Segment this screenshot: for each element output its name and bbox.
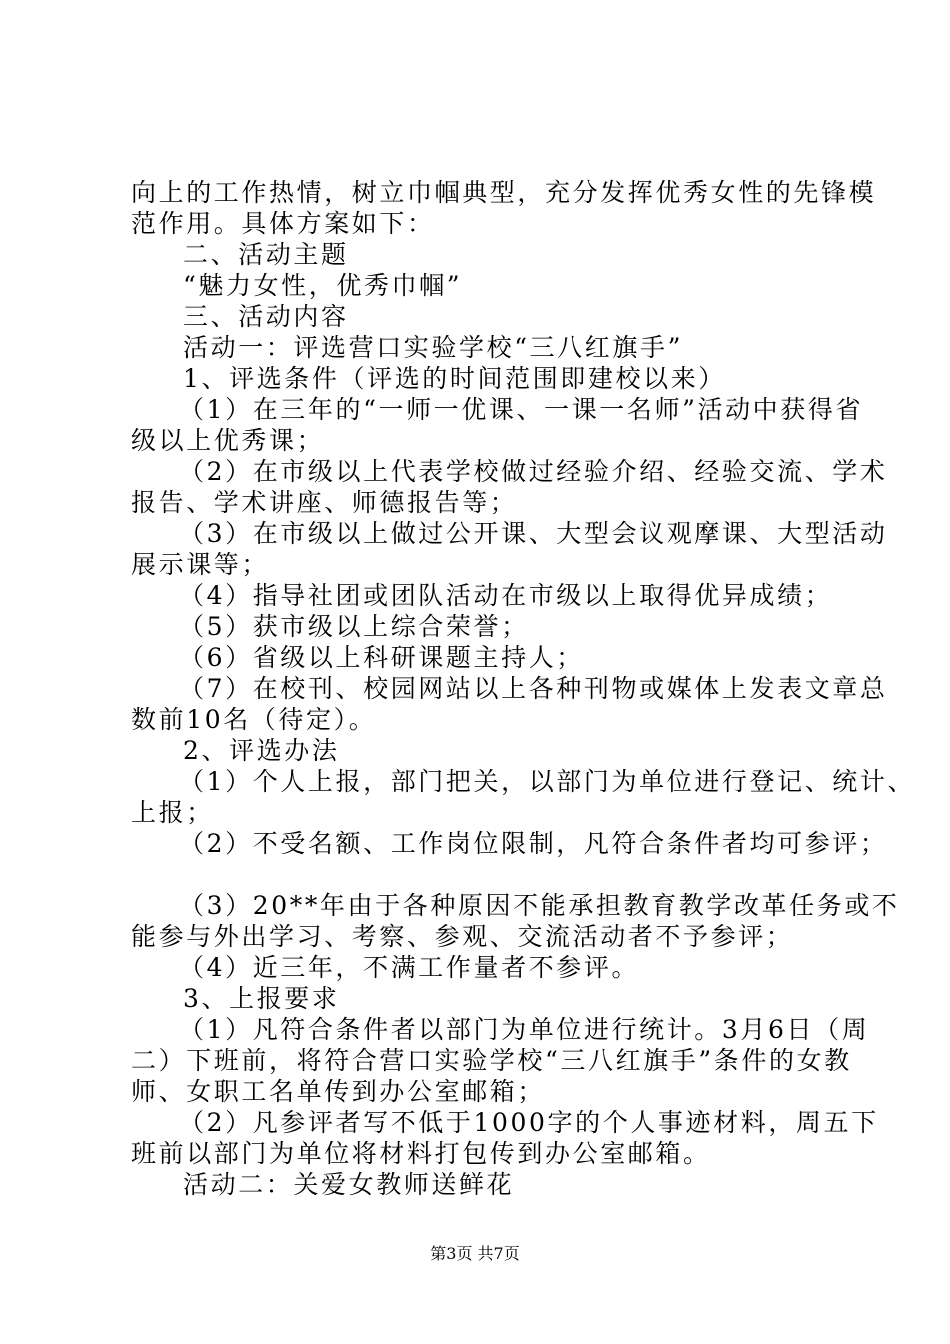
list-item: （1）凡符合条件者以部门为单位进行统计。3月6日（周 xyxy=(179,1015,870,1044)
list-item: （7）在校刊、校园网站以上各种刊物或媒体上发表文章总 xyxy=(179,674,888,703)
section-heading: 三、活动内容 xyxy=(183,302,349,331)
subsection-heading: 3、上报要求 xyxy=(183,984,340,1013)
body-line: 上报； xyxy=(131,798,214,827)
body-line: 向上的工作热情，树立巾帼典型，充分发挥优秀女性的先锋模 xyxy=(131,178,877,207)
list-item: （5）获市级以上综合荣誉； xyxy=(179,612,529,641)
body-line: 班前以部门为单位将材料打包传到办公室邮箱。 xyxy=(131,1139,711,1168)
list-item: （1）在三年的“一师一优课、一课一名师”活动中获得省 xyxy=(179,395,864,424)
list-item: （4）近三年，不满工作量者不参评。 xyxy=(179,953,640,982)
body-line: 报告、学术讲座、师德报告等； xyxy=(131,488,518,517)
list-item: （2）不受名额、工作岗位限制，凡符合条件者均可参评； xyxy=(179,829,888,858)
list-item: （2）在市级以上代表学校做过经验介绍、经验交流、学术 xyxy=(179,457,888,486)
body-line: 师、女职工名单传到办公室邮箱； xyxy=(131,1077,546,1106)
subsection-heading: 2、评选办法 xyxy=(183,736,340,765)
body-line: 展示课等； xyxy=(131,550,270,579)
document-body xyxy=(131,177,916,1200)
list-item: （3）20**年由于各种原因不能承担教育教学改革任务或不 xyxy=(179,891,900,920)
body-line: 范作用。具体方案如下： xyxy=(131,209,435,238)
body-line: “魅力女性，优秀巾帼” xyxy=(183,271,463,300)
page-number-footer: 第3页 共7页 xyxy=(430,1244,520,1263)
list-item: （1）个人上报，部门把关，以部门为单位进行登记、统计、 xyxy=(179,767,916,796)
list-item: （3）在市级以上做过公开课、大型会议观摩课、大型活动 xyxy=(179,519,888,548)
list-item: （2）凡参评者写不低于1000字的个人事迹材料，周五下 xyxy=(179,1108,879,1137)
body-line: 数前10名（待定）。 xyxy=(131,705,377,734)
list-item: （6）省级以上科研课题主持人； xyxy=(179,643,584,672)
body-line: 二）下班前，将符合营口实验学校“三八红旗手”条件的女教 xyxy=(131,1046,852,1075)
section-heading: 二、活动主题 xyxy=(183,240,349,269)
activity-heading: 活动二：关爱女教师送鲜花 xyxy=(183,1170,515,1199)
activity-heading: 活动一：评选营口实验学校“三八红旗手” xyxy=(183,333,683,362)
list-item: （4）指导社团或团队活动在市级以上取得优异成绩； xyxy=(179,581,833,610)
subsection-heading: 1、评选条件（评选的时间范围即建校以来） xyxy=(183,364,726,393)
body-line: 级以上优秀课； xyxy=(131,426,325,455)
body-line: 能参与外出学习、考察、参观、交流活动者不予参评； xyxy=(131,922,794,951)
blank-line xyxy=(131,859,831,890)
